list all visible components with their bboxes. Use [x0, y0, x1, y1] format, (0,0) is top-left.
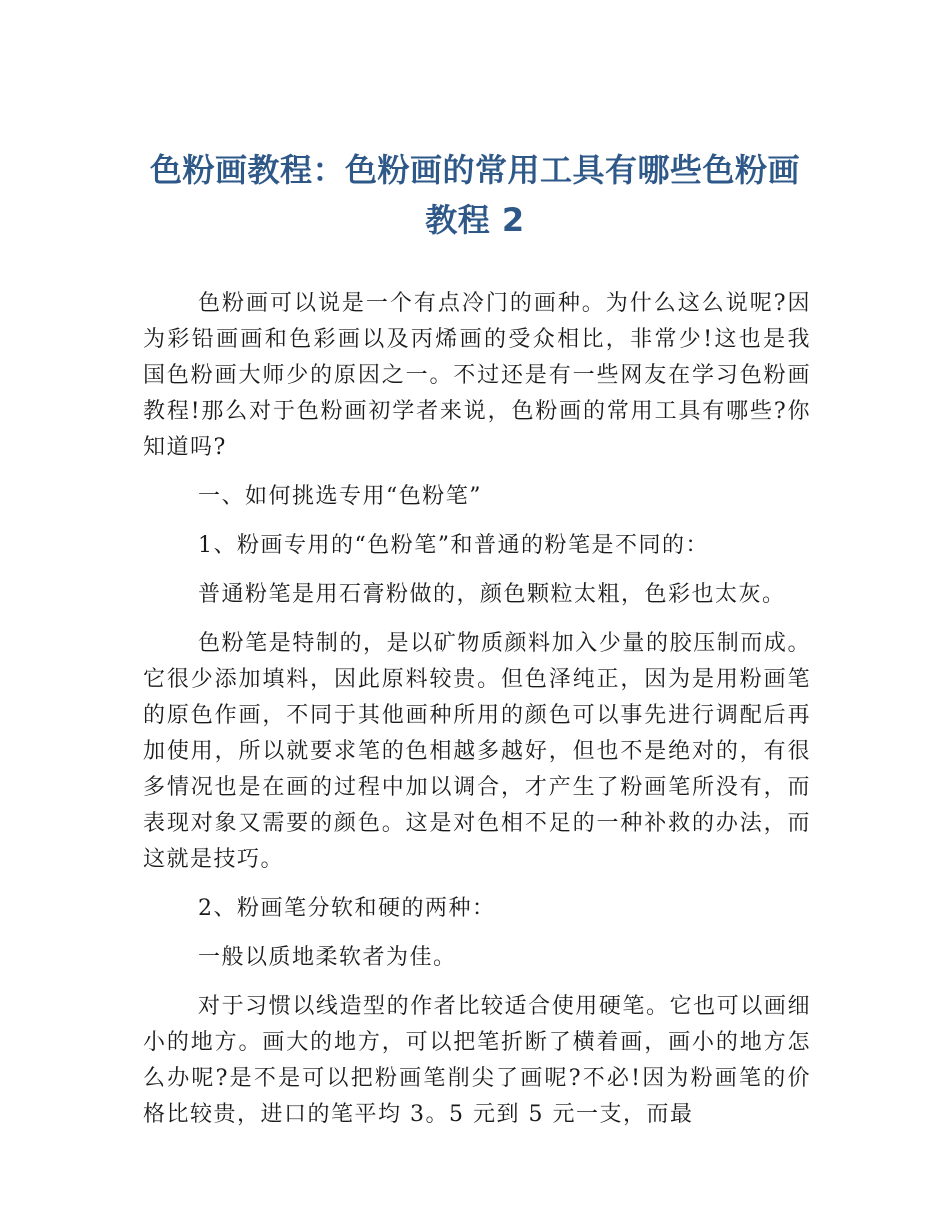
- paragraph-ordinary-chalk: 普通粉笔是用石膏粉做的，颜色颗粒太粗，色彩也太灰。: [198, 582, 786, 607]
- paragraph-hard-pastel: 对于习惯以线造型的作者比较适合使用硬笔。它也可以画细小的地方。画大的地方，可以把笔折断了横着画，画小的地方怎么办呢?是不是可以把粉画笔削尖了画呢?不必!因为粉画笔的价格比较贵，进口的笔平均 3。5 元到 5 元一支，而最: [143, 994, 811, 1127]
- paragraph-soft-preferred: 一般以质地柔软者为佳。: [198, 945, 457, 970]
- subheading-2: 2、粉画笔分软和硬的两种：: [198, 896, 496, 921]
- paragraph-intro: 色粉画可以说是一个有点冷门的画种。为什么这么说呢?因为彩铅画画和色彩画以及丙烯画的受众相比，非常少!这也是我国色粉画大师少的原因之一。不过还是有一些网友在学习色粉画教程!那么对于色粉画初学者来说，色粉画的常用工具有哪些?你知道吗?: [143, 291, 811, 460]
- paragraph-pastel-chalk: 色粉笔是特制的，是以矿物质颜料加入少量的胶压制而成。它很少添加填料，因此原料较贵。但色泽纯正，因为是用粉画笔的原色作画，不同于其他画种所用的颜色可以事先进行调配后再加使用，所以就要求笔的色相越多越好，但也不是绝对的，有很多情况也是在画的过程中加以调合，才产生了粉画笔所没有，而表现对象又需要的颜色。这是对色相不足的一种补救的办法，而这就是技巧。: [143, 631, 811, 872]
- document-body: [143, 286, 811, 1146]
- section-heading-1: 一、如何挑选专用“色粉笔”: [198, 484, 482, 509]
- document-title: 色粉画教程：色粉画的常用工具有哪些色粉画教程 2: [149, 151, 800, 239]
- subheading-1: 1、粉画专用的“色粉笔”和普通的粉笔是不同的：: [198, 533, 709, 558]
